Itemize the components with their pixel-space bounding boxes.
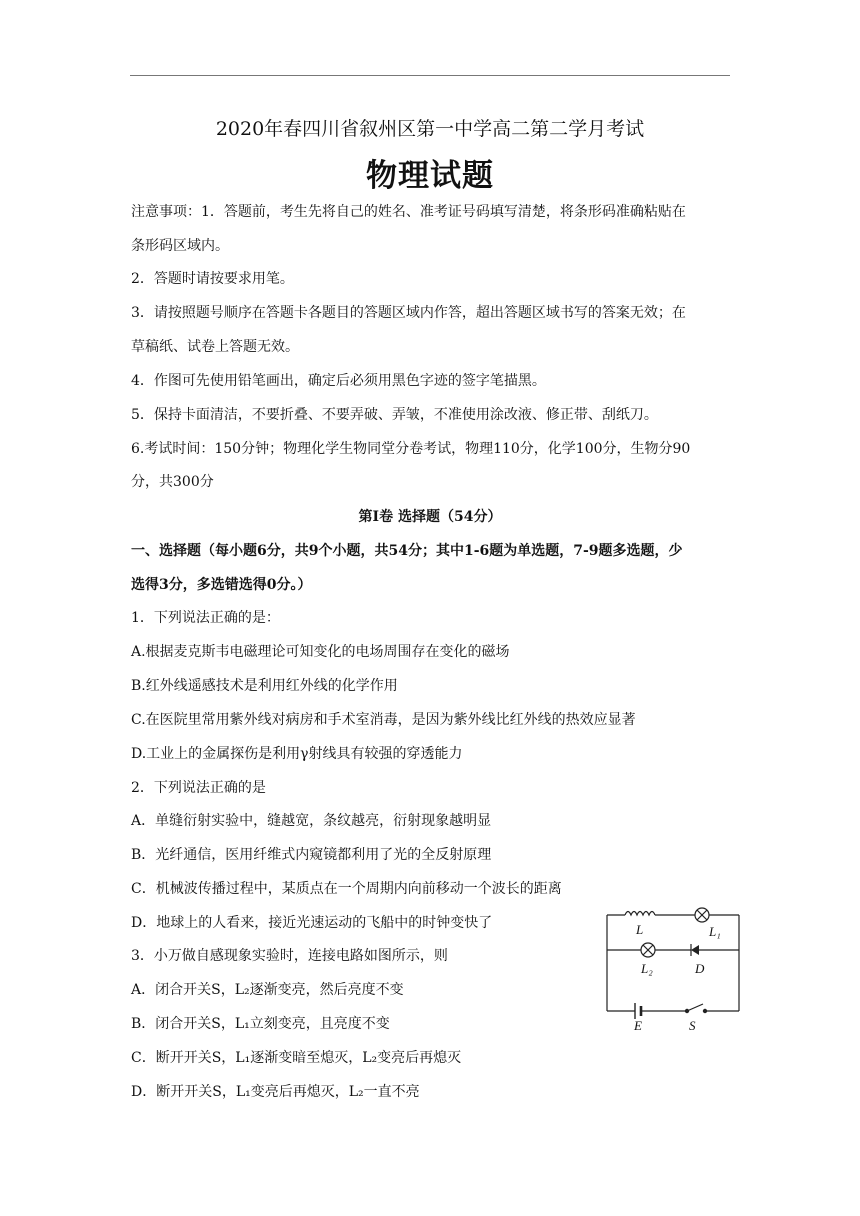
exam-title: 2020年春四川省叙州区第一中学高二第二学月考试	[215, 118, 645, 140]
section-title: 第Ⅰ卷 选择题（54分）	[358, 509, 502, 525]
circuit-diagram	[597, 903, 747, 1033]
subject-title: 物理试题	[366, 158, 494, 194]
label-switch: S	[689, 1018, 696, 1033]
notice-line: 分，共300分	[131, 474, 214, 490]
diode-arrow-icon	[691, 945, 699, 955]
notice-line: 注意事项：1．答题前，考生先将自己的姓名、准考证号码填写清楚，将条形码准确粘贴在	[131, 204, 686, 220]
label-battery: E	[634, 1018, 642, 1033]
question-option: B．闭合开关S，L₁立刻变亮，且亮度不变	[131, 1016, 390, 1032]
inductor-icon	[625, 912, 655, 916]
notice-line: 3．请按照题号顺序在答题卡各题目的答题区域内作答，超出答题区域书写的答案无效；在	[131, 305, 686, 321]
label-diode: D	[695, 961, 705, 976]
question-option: B.红外线遥感技术是利用红外线的化学作用	[131, 678, 398, 694]
switch-icon	[687, 1004, 703, 1011]
question-option: A.根据麦克斯韦电磁理论可知变化的电场周围存在变化的磁场	[131, 644, 510, 660]
notice-line: 2．答题时请按要求用笔。	[131, 271, 294, 287]
notice-line: 6.考试时间：150分钟；物理化学生物同堂分卷考试，物理110分，化学100分，生物分90	[131, 441, 691, 457]
question-stem: 3．小万做自感现象实验时，连接电路如图所示，则	[131, 948, 448, 964]
question-stem: 2．下列说法正确的是	[131, 780, 266, 796]
question-option: C．断开开关S，L₁逐渐变暗至熄灭，L₂变亮后再熄灭	[131, 1050, 462, 1066]
question-option: D．地球上的人看来，接近光速运动的飞船中的时钟变快了	[131, 915, 493, 931]
question-option: D.工业上的金属探伤是利用γ射线具有较强的穿透能力	[131, 746, 463, 762]
section-instruction: 选得3分，多选错选得0分。）	[131, 577, 312, 593]
question-option: A．闭合开关S，L₂逐渐变亮，然后亮度不变	[131, 982, 404, 998]
header-rule	[130, 75, 730, 76]
notice-line: 5．保持卡面清洁，不要折叠、不要弄破、弄皱，不准使用涂改液、修正带、刮纸刀。	[131, 407, 658, 423]
notice-line: 条形码区域内。	[131, 238, 229, 254]
question-option: B．光纤通信，医用纤维式内窥镜都利用了光的全反射原理	[131, 847, 492, 863]
question-option: C．机械波传播过程中，某质点在一个周期内向前移动一个波长的距离	[131, 881, 562, 897]
notice-line: 草稿纸、试卷上答题无效。	[131, 339, 299, 355]
question-option: C.在医院里常用紫外线对病房和手术室消毒，是因为紫外线比红外线的热效应显著	[131, 712, 636, 728]
label-inductor: L	[636, 922, 644, 937]
question-option: D．断开开关S，L₁变亮后再熄灭，L₂一直不亮	[131, 1084, 420, 1100]
label-lamp2: L₂	[641, 961, 653, 976]
question-stem: 1．下列说法正确的是：	[131, 610, 280, 626]
question-option: A．单缝衍射实验中，缝越宽，条纹越亮，衍射现象越明显	[131, 813, 492, 829]
label-lamp1: L₁	[709, 924, 721, 939]
notice-line: 4．作图可先使用铅笔画出，确定后必须用黑色字迹的签字笔描黑。	[131, 373, 546, 389]
section-instruction: 一、选择题（每小题6分，共9个小题，共54分；其中1-6题为单选题，7-9题多选题，少	[131, 543, 683, 559]
